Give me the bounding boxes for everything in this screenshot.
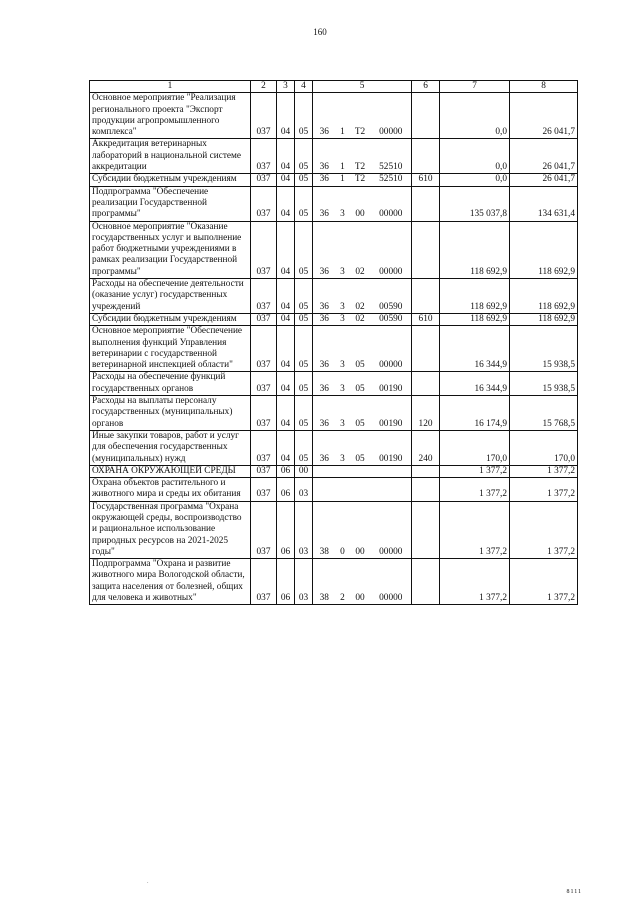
row-cell-c6 — [412, 221, 440, 278]
page-number: 160 — [313, 27, 327, 37]
row-cell-p3: 02 — [350, 279, 371, 314]
row-cell-c7: 1 377,2 — [440, 465, 510, 477]
row-cell-c8: 15 938,5 — [510, 326, 578, 372]
row-cell-p3: 00 — [350, 559, 371, 605]
row-cell-p1: 36 — [313, 139, 336, 174]
table-row — [90, 430, 578, 465]
row-cell-p2: 1 — [336, 93, 350, 139]
row-cell-c2: 037 — [251, 139, 277, 174]
row-cell-c8: 118 692,9 — [510, 221, 578, 278]
row-cell-c8: 1 377,2 — [510, 559, 578, 605]
row-cell-c4: 05 — [295, 396, 313, 431]
row-cell-c2: 037 — [251, 478, 277, 502]
row-cell-c4: 03 — [295, 501, 313, 558]
row-cell-c6 — [412, 186, 440, 221]
header-cell: 3 — [277, 81, 295, 93]
row-cell-p1 — [313, 478, 336, 502]
row-cell-p4: 00000 — [371, 326, 412, 372]
row-name-cell: Основное мероприятие "Реализация регионального проекта "Экспорт продукции агропромышленного комплекса" — [90, 93, 251, 139]
row-cell-c3: 04 — [277, 93, 295, 139]
row-cell-p2 — [336, 478, 350, 502]
table-row — [90, 478, 578, 502]
budget-table — [89, 80, 578, 605]
row-cell-p3: 00 — [350, 501, 371, 558]
row-cell-c7: 1 377,2 — [440, 501, 510, 558]
table-row — [90, 326, 578, 372]
row-cell-p3 — [350, 478, 371, 502]
row-cell-c3: 04 — [277, 396, 295, 431]
table-row — [90, 372, 578, 396]
row-cell-c7: 16 174,9 — [440, 396, 510, 431]
row-cell-c6: 240 — [412, 430, 440, 465]
row-cell-c2: 037 — [251, 430, 277, 465]
row-cell-p4: 00590 — [371, 279, 412, 314]
table-row — [90, 396, 578, 431]
header-cell: 7 — [440, 81, 510, 93]
header-cell: 1 — [90, 81, 251, 93]
table-row — [90, 221, 578, 278]
row-cell-p3: 02 — [350, 221, 371, 278]
row-cell-c7: 170,0 — [440, 430, 510, 465]
row-name-cell: Расходы на обеспечение деятельности (оказание услуг) государственных учреждений — [90, 279, 251, 314]
row-cell-c2: 037 — [251, 313, 277, 325]
row-name-cell: Охрана объектов растительного и животного мира и среды их обитания — [90, 478, 251, 502]
row-cell-c3: 04 — [277, 279, 295, 314]
row-cell-p3: 05 — [350, 372, 371, 396]
row-cell-c8: 15 938,5 — [510, 372, 578, 396]
row-cell-c4: 05 — [295, 186, 313, 221]
row-cell-c6 — [412, 139, 440, 174]
header-cell: 5 — [313, 81, 412, 93]
row-cell-p2 — [336, 465, 350, 477]
row-cell-c4: 05 — [295, 313, 313, 325]
row-cell-c7: 0,0 — [440, 93, 510, 139]
row-cell-p4: 00000 — [371, 501, 412, 558]
row-cell-c7: 0,0 — [440, 174, 510, 186]
row-cell-c8: 26 041,7 — [510, 93, 578, 139]
row-cell-c4: 03 — [295, 478, 313, 502]
row-name-cell: Расходы на выплаты персоналу государственных (муниципальных) органов — [90, 396, 251, 431]
row-cell-c7: 16 344,9 — [440, 326, 510, 372]
row-cell-p4: 00000 — [371, 93, 412, 139]
row-cell-p2: 3 — [336, 279, 350, 314]
row-cell-p1: 36 — [313, 279, 336, 314]
row-cell-c3: 04 — [277, 430, 295, 465]
footer-mark: 8111 — [566, 889, 582, 895]
row-cell-c7: 1 377,2 — [440, 478, 510, 502]
table-row — [90, 139, 578, 174]
row-cell-p3: 05 — [350, 396, 371, 431]
row-cell-p4: 00190 — [371, 430, 412, 465]
row-cell-c8: 26 041,7 — [510, 139, 578, 174]
row-cell-p1: 36 — [313, 396, 336, 431]
row-cell-c4: 05 — [295, 372, 313, 396]
row-cell-p3: T2 — [350, 139, 371, 174]
row-cell-c7: 118 692,9 — [440, 279, 510, 314]
row-cell-c2: 037 — [251, 186, 277, 221]
row-cell-p4: 00000 — [371, 221, 412, 278]
row-cell-c8: 1 377,2 — [510, 478, 578, 502]
row-cell-p3: 05 — [350, 326, 371, 372]
row-cell-p3: 02 — [350, 313, 371, 325]
row-cell-c8: 118 692,9 — [510, 279, 578, 314]
row-cell-c8: 15 768,5 — [510, 396, 578, 431]
row-cell-c6 — [412, 326, 440, 372]
row-cell-c2: 037 — [251, 326, 277, 372]
row-cell-c7: 16 344,9 — [440, 372, 510, 396]
row-name-cell: Основное мероприятие "Оказание государственных услуг и выполнение работ бюджетными учреждениями в рамках реализации Государственной программы" — [90, 221, 251, 278]
table-row — [90, 559, 578, 605]
row-cell-c3: 04 — [277, 174, 295, 186]
row-cell-p3: T2 — [350, 174, 371, 186]
row-cell-c2: 037 — [251, 372, 277, 396]
row-cell-p3: 00 — [350, 186, 371, 221]
row-cell-c6: 610 — [412, 174, 440, 186]
row-cell-p1: 36 — [313, 372, 336, 396]
row-cell-p4: 00590 — [371, 313, 412, 325]
table-row — [90, 93, 578, 139]
row-cell-p3: T2 — [350, 93, 371, 139]
row-cell-c3: 04 — [277, 313, 295, 325]
row-cell-c3: 04 — [277, 186, 295, 221]
header-cell: 8 — [510, 81, 578, 93]
row-cell-c6 — [412, 93, 440, 139]
row-cell-c3: 06 — [277, 465, 295, 477]
row-cell-c2: 037 — [251, 221, 277, 278]
header-row — [90, 81, 578, 93]
row-cell-p2: 3 — [336, 372, 350, 396]
row-cell-c4: 05 — [295, 326, 313, 372]
row-cell-p4 — [371, 478, 412, 502]
row-cell-p1: 38 — [313, 559, 336, 605]
row-cell-p2: 2 — [336, 559, 350, 605]
row-cell-c7: 118 692,9 — [440, 313, 510, 325]
table-row — [90, 465, 578, 477]
row-cell-c4: 05 — [295, 279, 313, 314]
row-cell-p4 — [371, 465, 412, 477]
row-cell-c4: 05 — [295, 174, 313, 186]
row-name-cell: Расходы на обеспечение функций государственных органов — [90, 372, 251, 396]
row-cell-p2: 1 — [336, 139, 350, 174]
row-cell-p4: 00000 — [371, 559, 412, 605]
row-cell-c3: 06 — [277, 501, 295, 558]
row-cell-p4: 52510 — [371, 139, 412, 174]
table-row — [90, 501, 578, 558]
table-row — [90, 313, 578, 325]
header-cell: 2 — [251, 81, 277, 93]
row-cell-c6: 120 — [412, 396, 440, 431]
row-cell-p4: 00190 — [371, 372, 412, 396]
row-cell-c4: 05 — [295, 430, 313, 465]
row-cell-p1: 36 — [313, 313, 336, 325]
row-name-cell: Государственная программа "Охрана окружающей среды, воспроизводство и рациональное использование природных ресурсов на 2021-2025 годы" — [90, 501, 251, 558]
row-cell-p4: 00000 — [371, 186, 412, 221]
row-cell-c7: 118 692,9 — [440, 221, 510, 278]
row-name-cell: Иные закупки товаров, работ и услуг для обеспечения государственных (муниципальных) нужд — [90, 430, 251, 465]
row-cell-c2: 037 — [251, 174, 277, 186]
row-cell-c4: 05 — [295, 221, 313, 278]
row-cell-c4: 05 — [295, 93, 313, 139]
row-cell-p1: 36 — [313, 326, 336, 372]
row-cell-c8: 26 041,7 — [510, 174, 578, 186]
row-cell-p2: 3 — [336, 313, 350, 325]
row-cell-p2: 0 — [336, 501, 350, 558]
row-cell-p2: 3 — [336, 430, 350, 465]
row-cell-p4: 00190 — [371, 396, 412, 431]
row-cell-p2: 3 — [336, 186, 350, 221]
row-cell-p2: 3 — [336, 396, 350, 431]
row-cell-c2: 037 — [251, 465, 277, 477]
row-cell-c3: 04 — [277, 139, 295, 174]
header-cell: 6 — [412, 81, 440, 93]
row-cell-c2: 037 — [251, 559, 277, 605]
row-name-cell: Субсидии бюджетным учреждениям — [90, 174, 251, 186]
row-cell-c8: 1 377,2 — [510, 465, 578, 477]
row-cell-c3: 04 — [277, 221, 295, 278]
row-cell-c2: 037 — [251, 93, 277, 139]
row-name-cell: ОХРАНА ОКРУЖАЮЩЕЙ СРЕДЫ — [90, 465, 251, 477]
row-name-cell: Субсидии бюджетным учреждениям — [90, 313, 251, 325]
row-cell-c4: 05 — [295, 139, 313, 174]
row-cell-p1: 38 — [313, 501, 336, 558]
row-cell-c6 — [412, 279, 440, 314]
row-cell-p1: 36 — [313, 186, 336, 221]
table-row — [90, 279, 578, 314]
table-row — [90, 174, 578, 186]
row-cell-p3 — [350, 465, 371, 477]
row-cell-c8: 1 377,2 — [510, 501, 578, 558]
row-cell-c7: 1 377,2 — [440, 559, 510, 605]
row-cell-c6 — [412, 559, 440, 605]
row-cell-p1: 36 — [313, 93, 336, 139]
row-cell-c3: 06 — [277, 478, 295, 502]
row-cell-c2: 037 — [251, 396, 277, 431]
row-cell-p4: 52510 — [371, 174, 412, 186]
row-cell-p1: 36 — [313, 221, 336, 278]
scan-dot: . — [147, 879, 149, 885]
row-cell-c4: 00 — [295, 465, 313, 477]
row-cell-c3: 04 — [277, 326, 295, 372]
row-name-cell: Подпрограмма "Обеспечение реализации Государственной программы" — [90, 186, 251, 221]
row-cell-p1: 36 — [313, 174, 336, 186]
row-cell-c2: 037 — [251, 279, 277, 314]
row-name-cell: Подпрограмма "Охрана и развитие животного мира Вологодской области, защита населения от болезней, общих для человека и животных" — [90, 559, 251, 605]
table-row — [90, 186, 578, 221]
row-cell-c2: 037 — [251, 501, 277, 558]
row-cell-c4: 03 — [295, 559, 313, 605]
row-name-cell: Основное мероприятие "Обеспечение выполнения функций Управления ветеринарии с государственной ветеринарной инспекцией области" — [90, 326, 251, 372]
row-cell-c8: 118 692,9 — [510, 313, 578, 325]
row-cell-p2: 3 — [336, 221, 350, 278]
header-cell: 4 — [295, 81, 313, 93]
row-cell-p3: 05 — [350, 430, 371, 465]
row-cell-c6 — [412, 372, 440, 396]
row-cell-p1 — [313, 465, 336, 477]
row-cell-c8: 134 631,4 — [510, 186, 578, 221]
row-cell-p2: 1 — [336, 174, 350, 186]
row-cell-c6 — [412, 501, 440, 558]
row-cell-c7: 0,0 — [440, 139, 510, 174]
row-cell-c3: 04 — [277, 372, 295, 396]
row-cell-c3: 06 — [277, 559, 295, 605]
row-cell-c7: 135 037,8 — [440, 186, 510, 221]
row-cell-c6: 610 — [412, 313, 440, 325]
row-cell-p1: 36 — [313, 430, 336, 465]
row-name-cell: Аккредитация ветеринарных лабораторий в национальной системе аккредитации — [90, 139, 251, 174]
row-cell-c6 — [412, 478, 440, 502]
row-cell-c6 — [412, 465, 440, 477]
row-cell-p2: 3 — [336, 326, 350, 372]
row-cell-c8: 170,0 — [510, 430, 578, 465]
